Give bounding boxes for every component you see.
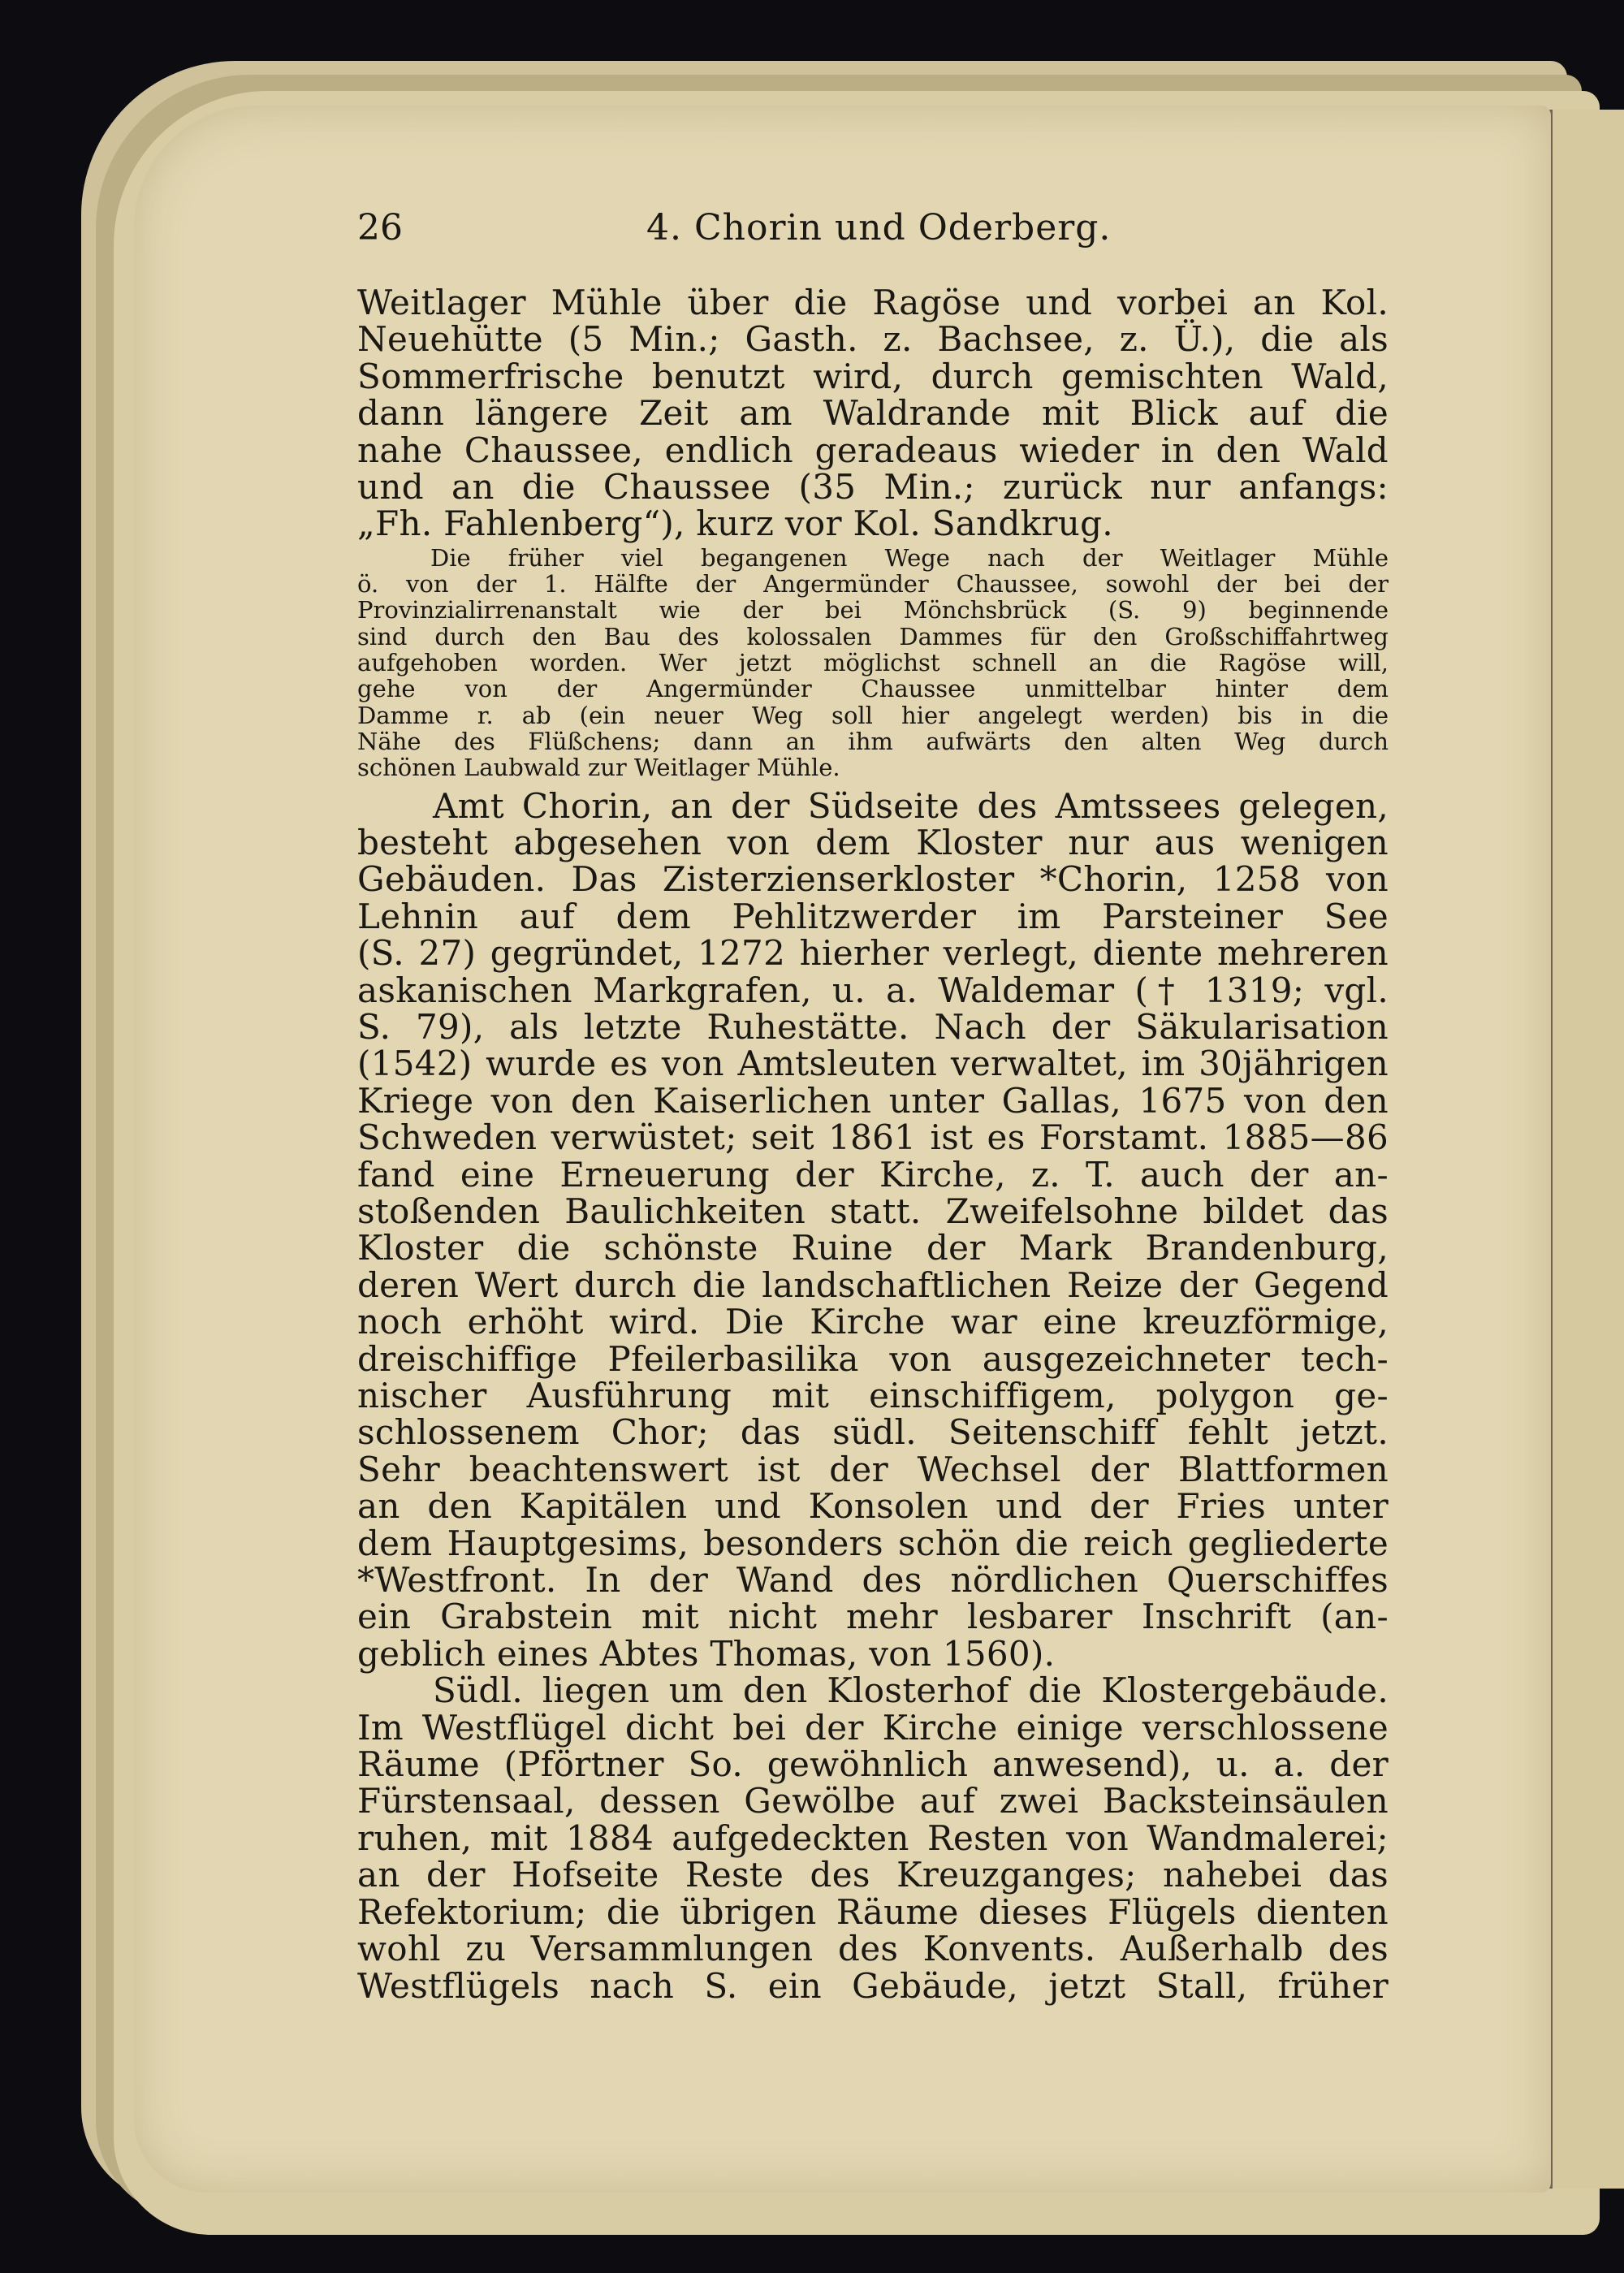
text-line: besteht abgesehen von dem Kloster nur aus wenigen xyxy=(357,822,1389,862)
text-line: nischer Ausführung mit einschiffigem, polygon ge- xyxy=(357,1376,1389,1416)
text-line: noch erhöht wird. Die Kirche war eine kreuzförmige, xyxy=(357,1302,1389,1342)
note-line: sind durch den Bau des kolossalen Dammes für den Großschiffahrtweg xyxy=(357,622,1389,650)
text-line: dem Hauptgesims, besonders schön die reich gegliederte xyxy=(357,1523,1389,1563)
text-line: Räume (Pförtner So. gewöhnlich anwesend), u. a. der xyxy=(357,1744,1389,1785)
text-line: Gebäuden. Das Zisterzienserkloster *Chorin, 1258 von xyxy=(357,859,1389,900)
text-line: (1542) wurde es von Amtsleuten verwaltet, im 30jährigen xyxy=(357,1044,1389,1084)
text-line: schlossenem Chor; das südl. Seitenschiff fehlt jetzt. xyxy=(357,1412,1389,1453)
text-line: dreischiffige Pfeilerbasilika von ausgezeichneter tech- xyxy=(357,1338,1389,1379)
text-line: Kriege von den Kaiserlichen unter Gallas, 1675 von den xyxy=(357,1080,1389,1121)
text-line: Amt Chorin, an der Südseite des Amtssees gelegen, xyxy=(433,785,1389,826)
text-line: Refektorium; die übrigen Räume dieses Flügels dienten xyxy=(357,1891,1389,1932)
text-line: Schweden verwüstet; seit 1861 ist es Forstamt. 1885—86 xyxy=(357,1117,1389,1158)
text-line: ein Grabstein mit nicht mehr lesbarer Inschrift (an- xyxy=(357,1597,1389,1637)
text-line: dann längere Zeit am Waldrande mit Blick auf die xyxy=(357,393,1389,434)
text-line: Sehr beachtenswert ist der Wechsel der Blattformen xyxy=(357,1449,1389,1489)
text-line: und an die Chaussee (35 Min.; zurück nur anfangs: xyxy=(357,467,1389,508)
text-line: Kloster die schönste Ruine der Mark Brandenburg, xyxy=(357,1228,1389,1268)
chapter-title: 4. Chorin und Oderberg. xyxy=(646,207,1112,248)
text-line: ruhen, mit 1884 aufgedeckten Resten von Wandmalerei; xyxy=(357,1817,1389,1858)
text-line: Sommerfrische benutzt wird, durch gemischten Wald, xyxy=(357,356,1389,396)
text-line: Weitlager Mühle über die Ragöse und vorbei an Kol. xyxy=(357,283,1389,322)
text-line: askanischen Markgrafen, u. a. Waldemar († 1319; vgl. xyxy=(357,970,1389,1010)
adjacent-page-edge xyxy=(1549,110,1624,2189)
text-line: stoßenden Baulichkeiten statt. Zweifelsohne bildet das xyxy=(357,1191,1389,1231)
text-line: Westflügels nach S. ein Gebäude, jetzt Stall, früher xyxy=(357,1965,1389,2006)
note-line: aufgehoben worden. Wer jetzt möglichst schnell an die Ragöse will, xyxy=(357,649,1389,677)
note-line: Provinzialirrenanstalt wie der bei Mönchsbrück (S. 9) beginnende xyxy=(357,596,1389,624)
paragraph-klostergebaeude xyxy=(357,1672,1389,2004)
text-line: Fürstensaal, dessen Gewölbe auf zwei Backsteinsäulen xyxy=(357,1781,1389,1821)
paragraph-amt-chorin xyxy=(357,785,1389,1674)
text-line: geblich eines Abtes Thomas, von 1560). xyxy=(357,1633,1056,1674)
text-line: fand eine Erneuerung der Kirche, z. T. auch der an- xyxy=(357,1154,1389,1195)
note-small-print xyxy=(357,545,1389,781)
running-header xyxy=(357,207,1389,256)
note-line: Die früher viel begangenen Wege nach der Weitlager Mühle xyxy=(430,543,1389,572)
text-line: S. 79), als letzte Ruhestätte. Nach der Säkularisation xyxy=(357,1006,1389,1047)
text-line: nahe Chaussee, endlich geradeaus wieder in den Wald xyxy=(357,430,1389,470)
page-number: 26 xyxy=(357,207,403,248)
text-line: (S. 27) gegründet, 1272 hierher verlegt, diente mehreren xyxy=(357,933,1389,974)
note-line: Nähe des Flüßchens; dann an ihm aufwärts den alten Weg durch xyxy=(357,727,1389,755)
text-line: wohl zu Versammlungen des Konvents. Außerhalb des xyxy=(357,1929,1389,1969)
note-line: schönen Laubwald zur Weitlager Mühle. xyxy=(357,754,840,782)
text-line: „Fh. Fahlenberg“), kurz vor Kol. Sandkrug. xyxy=(357,503,1113,544)
text-line: an den Kapitälen und Konsolen und der Fries unter xyxy=(357,1486,1389,1527)
text-line: Neuehütte (5 Min.; Gasth. z. Bachsee, z. Ü.), die als xyxy=(357,319,1389,360)
text-line: Lehnin auf dem Pehlitzwerder im Parsteiner See xyxy=(357,896,1389,936)
page-body xyxy=(357,284,1389,2004)
text-line: an der Hofseite Reste des Kreuzganges; nahebei das xyxy=(357,1855,1389,1895)
text-line: Südl. liegen um den Klosterhof die Klostergebäude. xyxy=(433,1670,1389,1711)
note-line: ö. von der 1. Hälfte der Angermünder Chaussee, sowohl der bei der xyxy=(357,570,1389,598)
text-line: deren Wert durch die landschaftlichen Reize der Gegend xyxy=(357,1264,1389,1305)
note-line: gehe von der Angermünder Chaussee unmittelbar hinter dem xyxy=(357,675,1389,703)
paragraph-route-continued xyxy=(357,284,1389,542)
note-line: Damme r. ab (ein neuer Weg soll hier angelegt werden) bis in die xyxy=(357,701,1389,729)
text-line: *Westfront. In der Wand des nördlichen Querschiffes xyxy=(357,1560,1389,1601)
text-line: Im Westflügel dicht bei der Kirche einige verschlossene xyxy=(357,1707,1389,1748)
